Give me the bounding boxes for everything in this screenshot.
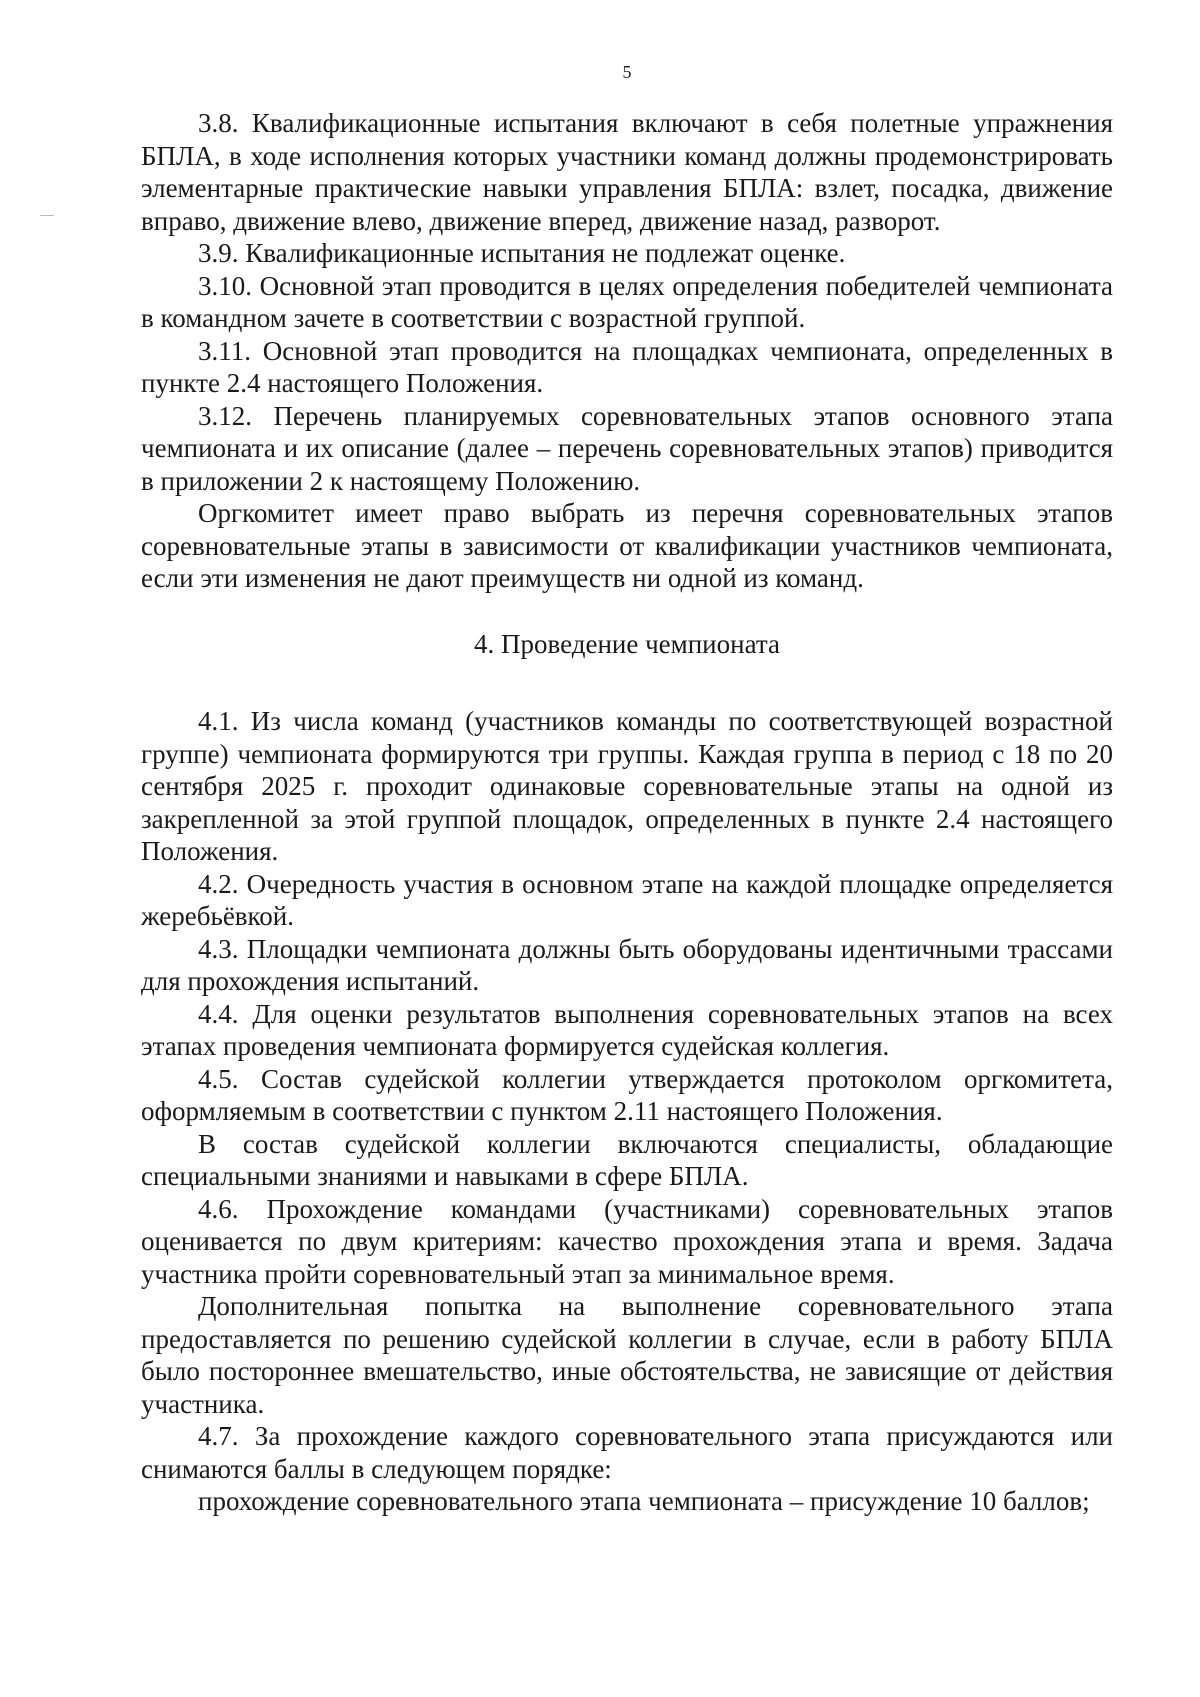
paragraph-4-2: 4.2. Очередность участия в основном этапе на каждой площадке определяется жеребьёвкой. [141, 868, 1113, 931]
paragraph-3-12: 3.12. Перечень планируемых соревновательных этапов основного этапа чемпионата и их описание (далее – перечень соревновательных этапов) приводится в приложении 2 к настоящему Положению. [141, 400, 1113, 496]
paragraph-points-award: прохождение соревновательного этапа чемпионата – присуждение 10 баллов; [198, 1486, 1090, 1516]
section-heading: 4. Проведение чемпионата [474, 628, 780, 659]
paragraph-judges-composition: В состав судейской коллегии включаются специалисты, обладающие специальными знаниями и навыками в сфере БПЛА. [141, 1128, 1113, 1191]
paragraph-4-7: 4.7. За прохождение каждого соревновательного этапа присуждаются или снимаются баллы в следующем порядке: [141, 1421, 1113, 1484]
document-body [141, 107, 1113, 1518]
paragraph-3-11: 3.11. Основной этап проводится на площадках чемпионата, определенных в пункте 2.4 настоящего Положения. [141, 335, 1113, 398]
paragraph-3-9: 3.9. Квалификационные испытания не подлежат оценке. [198, 238, 846, 268]
paragraph-3-8: 3.8. Квалификационные испытания включают в себя полетные упражнения БПЛА, в ходе исполнения которых участники команд должны продемонстрировать элементарные практические навыки управления БПЛА: взлет, посадка, движение вправо, движение влево, движение вперед, движение назад, разворот. [141, 108, 1113, 236]
document-page [141, 0, 1113, 1697]
paragraph-extra-attempt: Дополнительная попытка на выполнение соревновательного этапа предоставляется по решению судейской коллегии в случае, если в работу БПЛА было постороннее вмешательство, иные обстоятельства, не зависящие от действия участника. [141, 1291, 1113, 1419]
paragraph-4-3: 4.3. Площадки чемпионата должны быть оборудованы идентичными трассами для прохождения испытаний. [141, 933, 1113, 996]
paragraph-4-5: 4.5. Состав судейской коллегии утверждается протоколом оргкомитета, оформляемым в соответствии с пунктом 2.11 настоящего Положения. [141, 1063, 1113, 1126]
page-number: 5 [622, 62, 632, 82]
paragraph-orgcommittee-right: Оргкомитет имеет право выбрать из перечня соревновательных этапов соревновательные этапы в зависимости от квалификации участников чемпионата, если эти изменения не дают преимуществ ни одной из команд. [141, 498, 1113, 593]
paragraph-4-4: 4.4. Для оценки результатов выполнения соревновательных этапов на всех этапах проведения чемпионата формируется судейская коллегия. [141, 998, 1113, 1061]
paragraph-3-10: 3.10. Основной этап проводится в целях определения победителей чемпионата в командном зачете в соответствии с возрастной группой. [141, 270, 1113, 333]
paragraph-4-6: 4.6. Прохождение командами (участниками) соревновательных этапов оценивается по двум критериям: качество прохождения этапа и время. Задача участника пройти соревновательный этап за минимальное время. [141, 1193, 1113, 1289]
scan-artifact-mark [40, 215, 54, 216]
paragraph-4-1: 4.1. Из числа команд (участников команды по соответствующей возрастной группе) чемпионата формируются три группы. Каждая группа в период с 18 по 20 сентября 2025 г. проходит одинаковые соревновательные этапы на одной из закрепленной за этой группой площадок, определенных в пункте 2.4 настоящего Положения. [141, 706, 1113, 866]
